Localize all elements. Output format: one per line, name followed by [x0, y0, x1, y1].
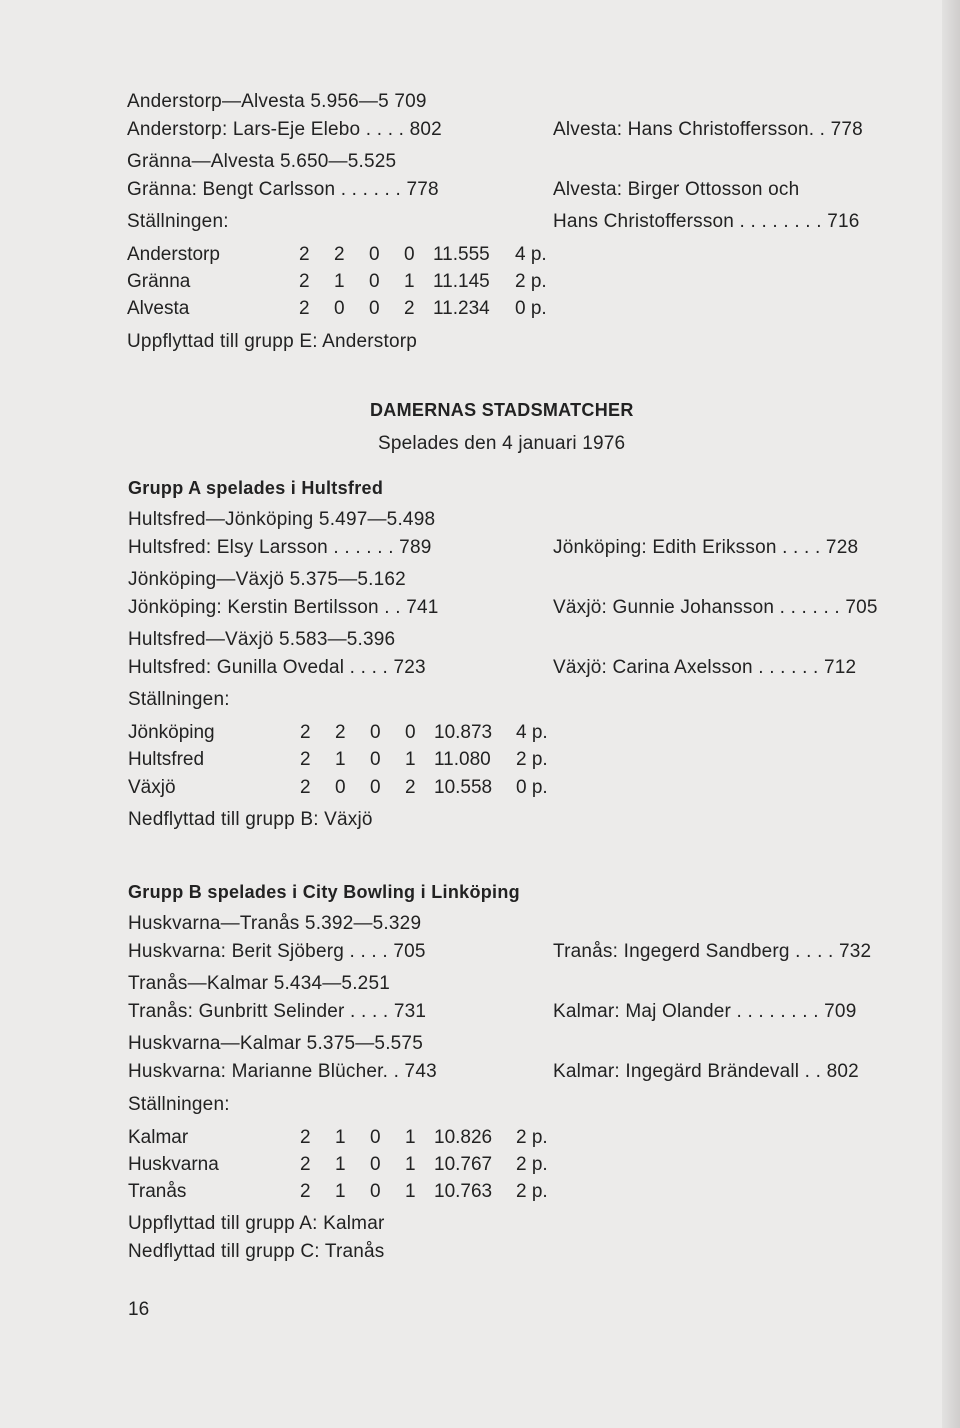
- best-player-right: Kalmar: Ingegärd Brändevall . . 802: [553, 1061, 859, 1082]
- best-player-right: Kalmar: Maj Olander . . . . . . . . 709: [553, 1001, 857, 1022]
- best-player-right: Växjö: Gunnie Johansson . . . . . . 705: [553, 597, 878, 618]
- points: 4 p.: [515, 244, 547, 265]
- losses: 1: [404, 271, 415, 292]
- match-result: Anderstorp—Alvesta 5.956—5 709: [127, 91, 427, 112]
- wins: 1: [334, 271, 345, 292]
- wins: 0: [335, 777, 346, 798]
- team-name: Tranås: [128, 1181, 187, 1202]
- points: 4 p.: [516, 722, 548, 743]
- matches-played: 2: [300, 1154, 311, 1175]
- best-player-right: Tranås: Ingegerd Sandberg . . . . 732: [553, 941, 872, 962]
- section-subtitle: Spelades den 4 januari 1976: [378, 433, 626, 454]
- matches-played: 2: [300, 777, 311, 798]
- draws: 0: [369, 271, 380, 292]
- points: 2 p.: [516, 749, 548, 770]
- losses: 1: [405, 749, 416, 770]
- best-player-left: Huskvarna: Berit Sjöberg . . . . 705: [128, 941, 426, 962]
- losses: 0: [405, 722, 416, 743]
- standings-label: Ställningen:: [127, 211, 229, 232]
- total-pins: 10.873: [434, 722, 493, 743]
- team-name: Huskvarna: [128, 1154, 219, 1175]
- group-heading: Grupp B spelades i City Bowling i Linköping: [128, 882, 520, 902]
- best-player-left: Hultsfred: Gunilla Ovedal . . . . 723: [128, 657, 426, 678]
- best-player-left: Huskvarna: Marianne Blücher. . 743: [128, 1061, 437, 1082]
- team-name: Alvesta: [127, 298, 190, 319]
- losses: 2: [405, 777, 416, 798]
- losses: 1: [405, 1181, 416, 1202]
- draws: 0: [370, 777, 381, 798]
- points: 2 p.: [515, 271, 547, 292]
- total-pins: 10.763: [434, 1181, 493, 1202]
- promotion-note: Uppflyttad till grupp A: Kalmar: [128, 1213, 385, 1234]
- matches-played: 2: [300, 722, 311, 743]
- points: 0 p.: [516, 777, 548, 798]
- matches-played: 2: [300, 749, 311, 770]
- draws: 0: [370, 1154, 381, 1175]
- match-result: Jönköping—Växjö 5.375—5.162: [128, 569, 406, 590]
- best-player-right: Hans Christoffersson . . . . . . . . 716: [553, 211, 860, 232]
- wins: 1: [335, 749, 346, 770]
- draws: 0: [369, 298, 380, 319]
- wins: 1: [335, 1181, 346, 1202]
- draws: 0: [370, 749, 381, 770]
- losses: 1: [405, 1127, 416, 1148]
- total-pins: 11.145: [433, 271, 490, 292]
- points: 2 p.: [516, 1127, 548, 1148]
- group-heading: Grupp A spelades i Hultsfred: [128, 478, 384, 498]
- matches-played: 2: [299, 298, 310, 319]
- match-result: Huskvarna—Tranås 5.392—5.329: [128, 913, 422, 934]
- match-result: Hultsfred—Jönköping 5.497—5.498: [128, 509, 436, 530]
- draws: 0: [370, 722, 381, 743]
- match-result: Gränna—Alvesta 5.650—5.525: [127, 151, 397, 172]
- total-pins: 11.080: [434, 749, 491, 770]
- promotion-note: Uppflyttad till grupp E: Anderstorp: [127, 331, 418, 352]
- matches-played: 2: [300, 1127, 311, 1148]
- page-number: 16: [128, 1299, 150, 1320]
- team-name: Kalmar: [128, 1127, 189, 1148]
- wins: 1: [335, 1127, 346, 1148]
- total-pins: 10.826: [434, 1127, 493, 1148]
- total-pins: 10.558: [434, 777, 493, 798]
- draws: 0: [369, 244, 380, 265]
- draws: 0: [370, 1181, 381, 1202]
- match-result: Hultsfred—Växjö 5.583—5.396: [128, 629, 396, 650]
- relegation-note: Nedflyttad till grupp C: Tranås: [128, 1241, 385, 1262]
- standings-label: Ställningen:: [128, 689, 230, 710]
- team-name: Jönköping: [128, 722, 215, 743]
- relegation-note: Nedflyttad till grupp B: Växjö: [128, 809, 373, 830]
- matches-played: 2: [299, 244, 310, 265]
- team-name: Anderstorp: [127, 244, 220, 265]
- section-title: DAMERNAS STADSMATCHER: [370, 400, 634, 420]
- points: 0 p.: [515, 298, 547, 319]
- team-name: Växjö: [128, 777, 176, 798]
- wins: 0: [334, 298, 345, 319]
- total-pins: 11.555: [433, 244, 490, 265]
- best-player-left: Jönköping: Kerstin Bertilsson . . 741: [128, 597, 439, 618]
- total-pins: 10.767: [434, 1154, 493, 1175]
- best-player-left: Tranås: Gunbritt Selinder . . . . 731: [128, 1001, 427, 1022]
- best-player-left: Anderstorp: Lars-Eje Elebo . . . . 802: [127, 119, 442, 140]
- losses: 0: [404, 244, 415, 265]
- standings-label: Ställningen:: [128, 1094, 230, 1115]
- points: 2 p.: [516, 1154, 548, 1175]
- points: 2 p.: [516, 1181, 548, 1202]
- matches-played: 2: [300, 1181, 311, 1202]
- match-result: Tranås—Kalmar 5.434—5.251: [128, 973, 390, 994]
- wins: 2: [335, 722, 346, 743]
- losses: 1: [405, 1154, 416, 1175]
- team-name: Hultsfred: [128, 749, 205, 770]
- match-result: Huskvarna—Kalmar 5.375—5.575: [128, 1033, 423, 1054]
- team-name: Gränna: [127, 271, 191, 292]
- best-player-right: Växjö: Carina Axelsson . . . . . . 712: [553, 657, 857, 678]
- losses: 2: [404, 298, 415, 319]
- wins: 1: [335, 1154, 346, 1175]
- total-pins: 11.234: [433, 298, 490, 319]
- best-player-left: Hultsfred: Elsy Larsson . . . . . . 789: [128, 537, 432, 558]
- best-player-right: Alvesta: Birger Ottosson och: [553, 179, 800, 200]
- wins: 2: [334, 244, 345, 265]
- best-player-left: Gränna: Bengt Carlsson . . . . . . 778: [127, 179, 439, 200]
- best-player-right: Jönköping: Edith Eriksson . . . . 728: [553, 537, 859, 558]
- page-edge-shadow: [942, 0, 960, 1428]
- matches-played: 2: [299, 271, 310, 292]
- draws: 0: [370, 1127, 381, 1148]
- best-player-right: Alvesta: Hans Christoffersson. . 778: [553, 119, 863, 140]
